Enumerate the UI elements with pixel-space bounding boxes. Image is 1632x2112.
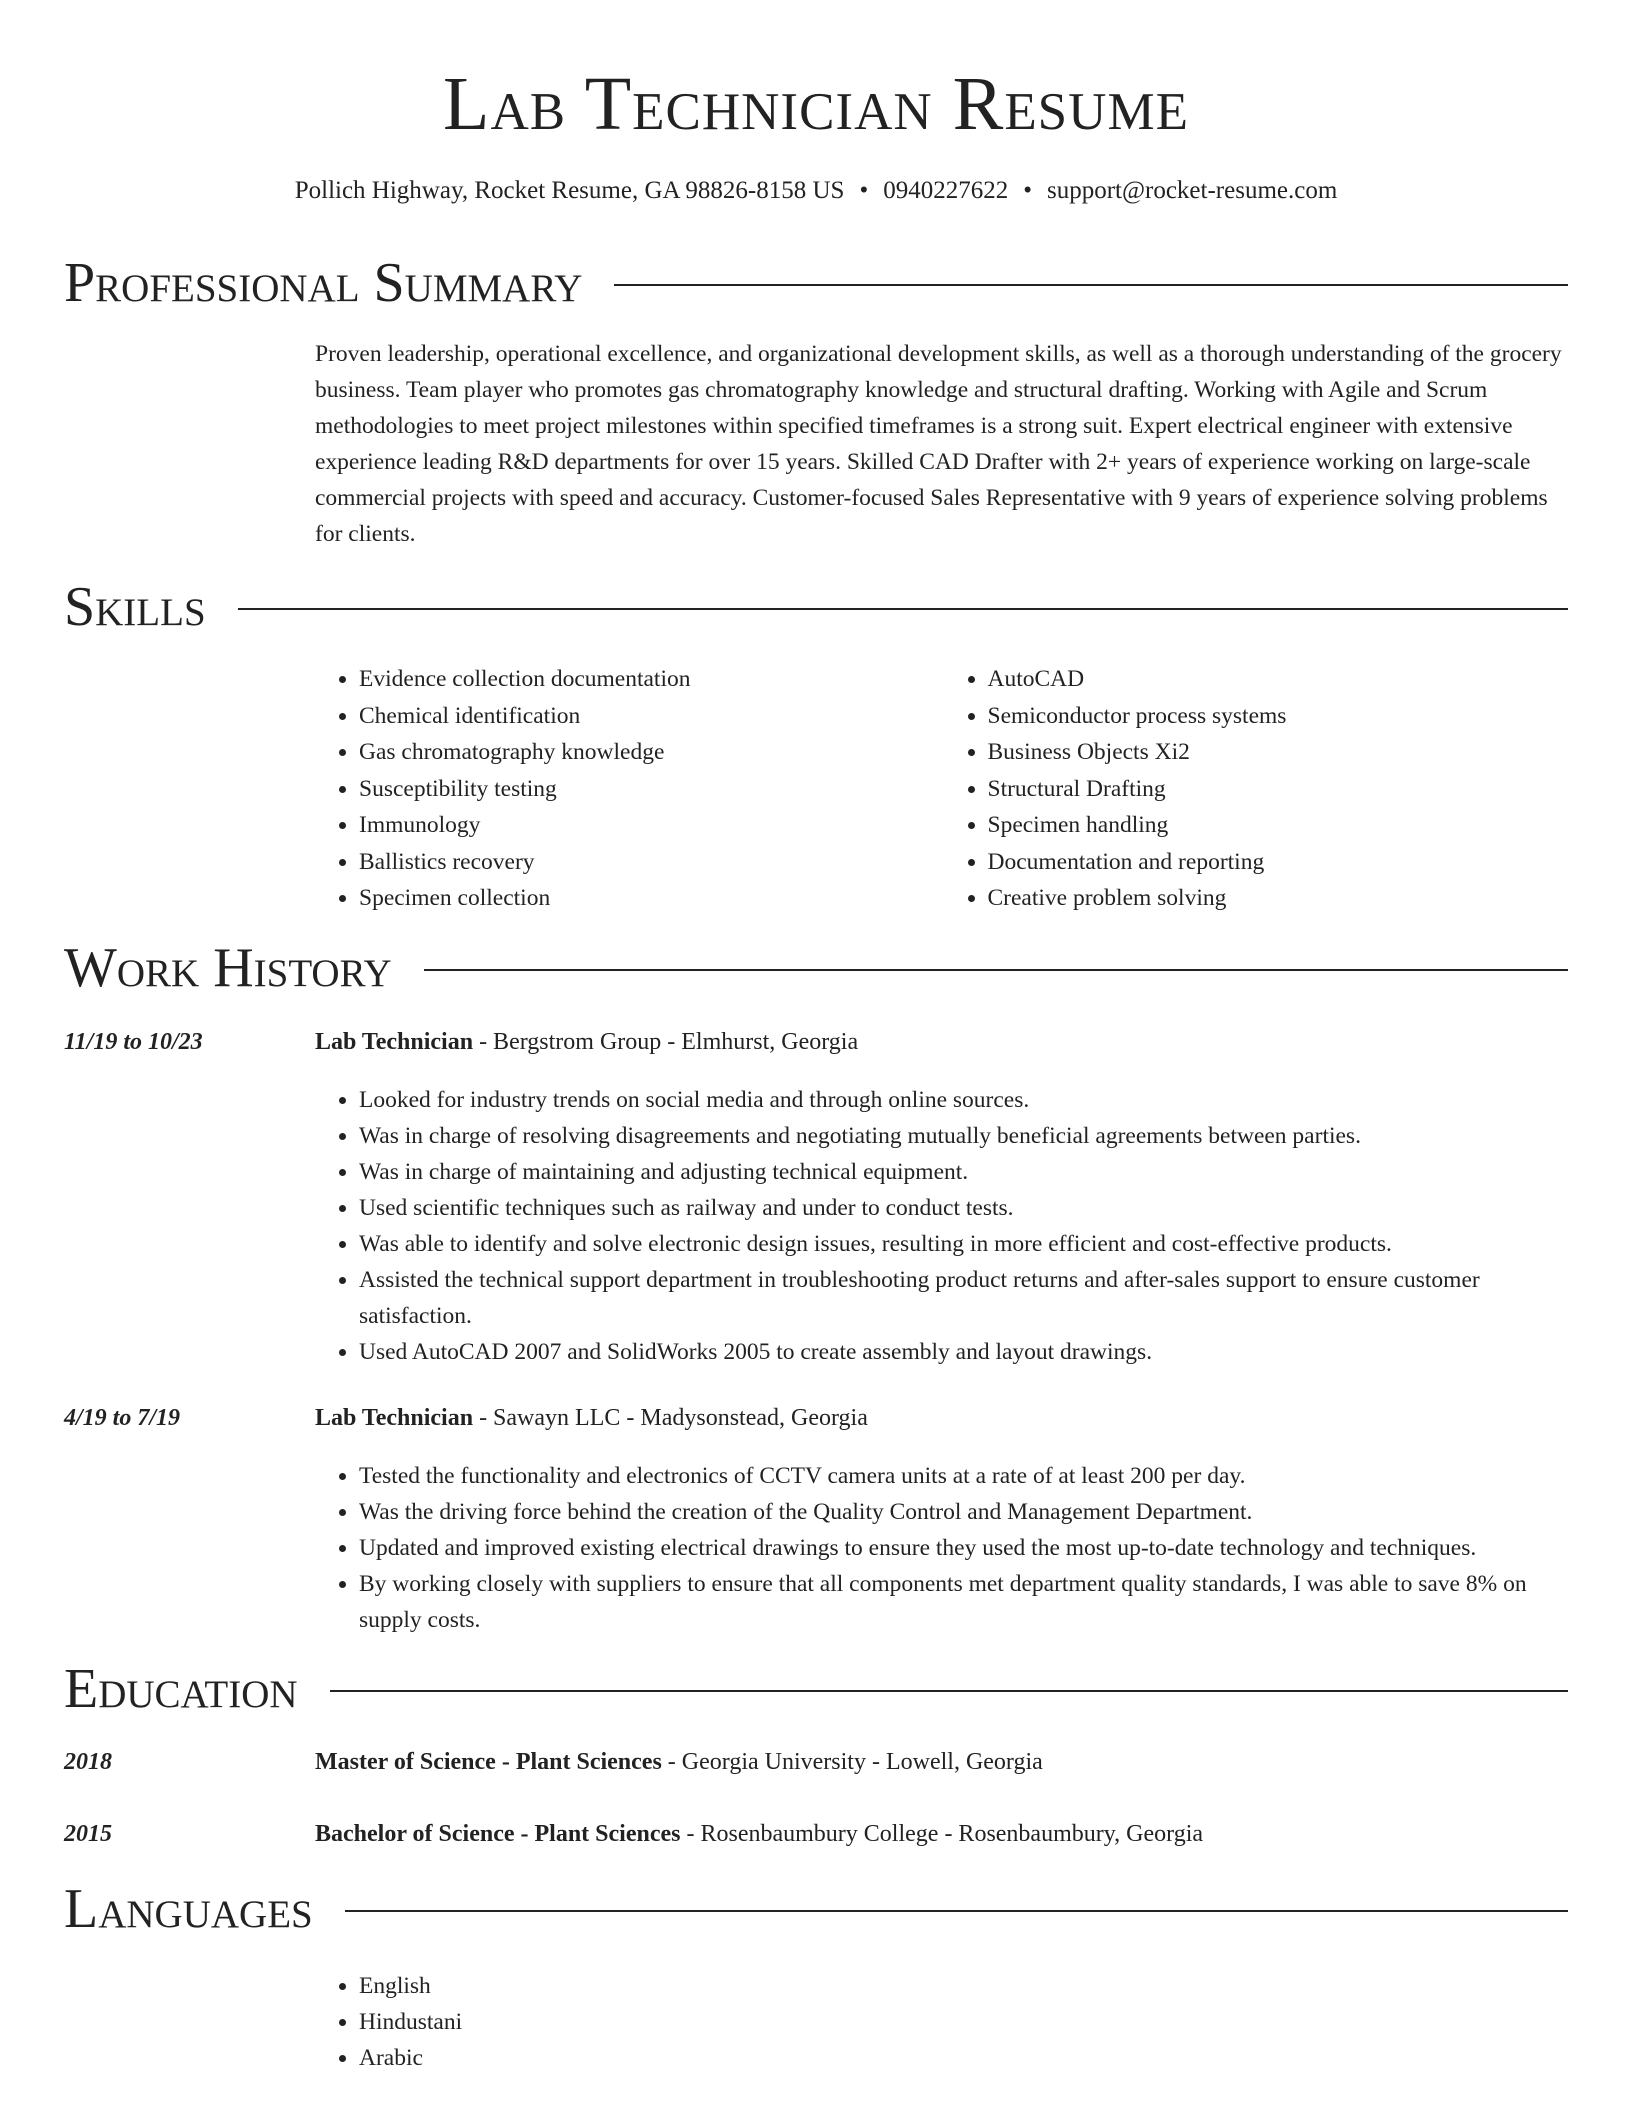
job-title: Lab Technician [315, 1405, 474, 1431]
education-entry [315, 1744, 1572, 1780]
list-item: • Tested the functionality and electronics of CCTV camera units at a rate of at least 200 per day. [359, 1458, 1572, 1494]
degree: Bachelor of Science - Plant Sciences [315, 1821, 681, 1847]
section-education-header [64, 1656, 1568, 1722]
list-item: • By working closely with suppliers to ensure that all components met department quality standards, I was able to save 8% on supply costs. [359, 1566, 1572, 1638]
school: - Rosenbaumbury College - Rosenbaumbury, Georgia [680, 1821, 1204, 1847]
job-dates: 11/19 to 10/23 [64, 1029, 203, 1055]
list-item: • Creative problem solving [988, 880, 1573, 917]
section-divider [614, 284, 1568, 286]
section-summary-header [64, 250, 1568, 316]
list-item: • Documentation and reporting [988, 844, 1573, 881]
job-heading [315, 1024, 1572, 1060]
contact-address: Pollich Highway, Rocket Resume, GA 98826-8158 US [294, 177, 845, 204]
job-bullets [315, 1458, 1572, 1638]
job-title: Lab Technician [315, 1029, 474, 1055]
list-item: • Chemical identification [359, 698, 944, 735]
list-item: • AutoCAD [988, 661, 1573, 698]
job-company: - Bergstrom Group - Elmhurst, Georgia [473, 1029, 859, 1055]
section-heading: Skills [64, 576, 206, 638]
list-item: • Specimen handling [988, 807, 1573, 844]
list-item: • Updated and improved existing electrical drawings to ensure they used the most up-to-date technology and techniques. [359, 1530, 1572, 1566]
list-item: • Looked for industry trends on social media and through online sources. [359, 1082, 1572, 1118]
section-heading: Education [64, 1658, 298, 1720]
section-divider [330, 1690, 1568, 1692]
skills-list [315, 661, 1572, 917]
section-work-header [64, 935, 1568, 1001]
list-item: • Used scientific techniques such as railway and under to conduct tests. [359, 1190, 1572, 1226]
bullet-separator: • [1023, 177, 1032, 204]
section-heading: Professional Summary [64, 252, 583, 314]
skills-column-left [315, 661, 944, 917]
list-item: • Was in charge of maintaining and adjusting technical equipment. [359, 1154, 1572, 1190]
contact-email: support@rocket-resume.com [1046, 177, 1338, 204]
list-item: • Evidence collection documentation [359, 661, 944, 698]
job-dates: 4/19 to 7/19 [64, 1405, 181, 1431]
section-divider [238, 608, 1568, 610]
contact-line [0, 174, 1632, 208]
job-bullets [315, 1082, 1572, 1370]
section-skills-header [64, 574, 1568, 640]
list-item: • Susceptibility testing [359, 771, 944, 808]
list-item: • Was in charge of resolving disagreements and negotiating mutually beneficial agreements between parties. [359, 1118, 1572, 1154]
section-languages-header [64, 1876, 1568, 1942]
education-year: 2015 [64, 1821, 112, 1847]
education-entry [315, 1816, 1572, 1852]
languages-list [315, 1968, 1572, 2076]
list-item: • English [359, 1968, 1572, 2004]
list-item: • Immunology [359, 807, 944, 844]
degree: Master of Science - Plant Sciences [315, 1749, 662, 1775]
education-year: 2018 [64, 1749, 112, 1775]
list-item: • Used AutoCAD 2007 and SolidWorks 2005 to create assembly and layout drawings. [359, 1334, 1572, 1370]
bullet-separator: • [859, 177, 869, 204]
list-item: • Assisted the technical support department in troubleshooting product returns and after-sales support to ensure customer satisfaction. [359, 1262, 1572, 1334]
list-item: • Hindustani [359, 2004, 1572, 2040]
job-heading [315, 1400, 1572, 1436]
list-item: • Semiconductor process systems [988, 698, 1573, 735]
section-heading: Work History [64, 937, 392, 999]
section-heading: Languages [64, 1878, 313, 1940]
resume-title: Lab Technician Resume [443, 62, 1189, 146]
summary-text: Proven leadership, operational excellence, and organizational development skills, as well as a thorough understanding of the grocery business. Team player who promotes gas chromatography knowledge and structural drafting. Working with Agile and Scrum methodologies to meet project milestones within specified timeframes is a strong suit. Expert electrical engineer with extensive experience leading R&D departments for over 15 years. Skilled CAD Drafter with 2+ years of experience working on large-scale commercial projects with speed and accuracy. Customer-focused Sales Representative with 9 years of experience solving problems for clients. [315, 341, 1562, 547]
list-item: • Was able to identify and solve electronic design issues, resulting in more efficient and cost-effective products. [359, 1226, 1572, 1262]
job-company: - Sawayn LLC - Madysonstead, Georgia [473, 1405, 868, 1431]
list-item: • Gas chromatography knowledge [359, 734, 944, 771]
list-item: • Business Objects Xi2 [988, 734, 1573, 771]
contact-phone: 0940227622 [883, 177, 1009, 204]
list-item: • Structural Drafting [988, 771, 1573, 808]
section-divider [345, 1910, 1568, 1912]
list-item: • Was the driving force behind the creation of the Quality Control and Management Department. [359, 1494, 1572, 1530]
skills-column-right [944, 661, 1573, 917]
section-divider [424, 969, 1568, 971]
list-item: • Specimen collection [359, 880, 944, 917]
list-item: • Ballistics recovery [359, 844, 944, 881]
list-item: • Arabic [359, 2040, 1572, 2076]
school: - Georgia University - Lowell, Georgia [661, 1749, 1043, 1775]
